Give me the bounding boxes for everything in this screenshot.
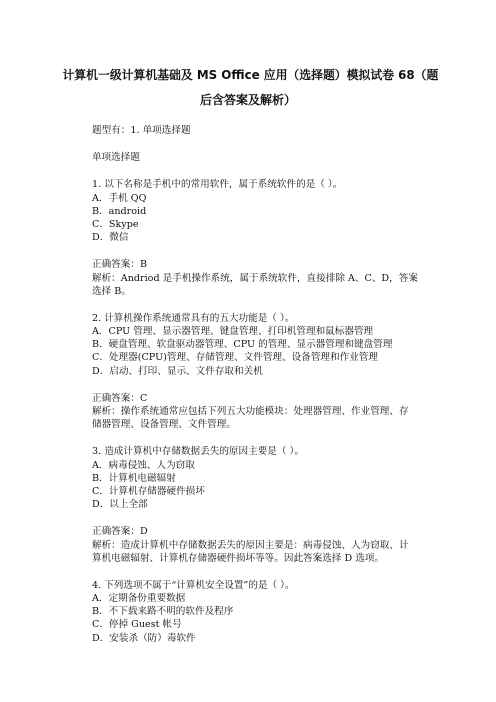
option-b: B．不下载来路不明的软件及程序 (92, 606, 234, 618)
option-b: B．android (92, 205, 147, 217)
explanation-line2: 算机电磁辐射、计算机存储器硬件损坏等等。因此答案选择 D 选项。 (92, 552, 385, 564)
document-title-line1: 计算机一级计算机基础及 MS Office 应用（选择题）模拟试卷 68（题 (62, 68, 439, 82)
option-d: D．安装杀（防）毒软件 (92, 632, 196, 644)
option-c: C．停掉 Guest 帐号 (92, 619, 182, 631)
question-4 (92, 579, 422, 645)
explanation-line1: 解析：造成计算机中存储数据丢失的原因主要是：病毒侵蚀、人为窃取、计 (92, 539, 409, 551)
option-d: D．以上全部 (92, 499, 148, 511)
option-d: D．启动、打印、显示、文件存取和关机 (92, 365, 263, 377)
answer: 正确答案：C (92, 392, 148, 404)
explanation-line2: 选择 B。 (92, 285, 131, 297)
question-1 (92, 178, 422, 298)
option-d: D．微信 (92, 232, 129, 244)
option-c: C．计算机存储器硬件损坏 (92, 485, 205, 497)
explanation-line1: 解析：Andriod 是手机操作系统，属于系统软件，直接排除 A、C、D，答案 (92, 272, 418, 284)
option-a: A．定期备份重要数据 (92, 593, 186, 605)
option-a: A．手机 QQ (92, 192, 147, 204)
option-c: C．处理器(CPU)管理、存储管理、文件管理、设备管理和作业管理 (92, 352, 378, 364)
option-b: B．计算机电磁辐射 (92, 472, 176, 484)
answer: 正确答案：D (92, 526, 148, 538)
question-2 (92, 312, 422, 432)
question-text: 2. 计算机操作系统通常具有的五大功能是（ ）。 (92, 312, 295, 324)
option-c: C．Skype (92, 218, 139, 230)
question-text: 1. 以下名称是手机中的常用软件，属于系统软件的是（ ）。 (92, 179, 343, 191)
question-text: 4. 下列选项不属于“计算机安全设置”的是（ ）。 (92, 579, 295, 591)
option-b: B．硬盘管理、软盘驱动器管理、CPU 的管理、显示器管理和键盘管理 (92, 339, 393, 351)
answer: 正确答案：B (92, 259, 148, 271)
question-type: 题型有：1. 单项选择题 (92, 125, 191, 136)
explanation-line2: 储器管理、设备管理、文件管理。 (92, 419, 236, 431)
option-a: A．CPU 管理、显示器管理、键盘管理、打印机管理和鼠标器管理 (92, 326, 374, 338)
option-a: A．病毒侵蚀、人为窃取 (92, 459, 195, 471)
document-body (92, 124, 422, 645)
document-title-line2: 后含答案及解析） (199, 93, 296, 107)
explanation-line1: 解析：操作系统通常应包括下列五大功能模块：处理器管理、作业管理、存 (92, 406, 409, 417)
question-3 (92, 445, 422, 565)
question-text: 3. 造成计算机中存储数据丢失的原因主要是（ ）。 (92, 446, 304, 458)
section-heading: 单项选择题 (92, 152, 140, 164)
